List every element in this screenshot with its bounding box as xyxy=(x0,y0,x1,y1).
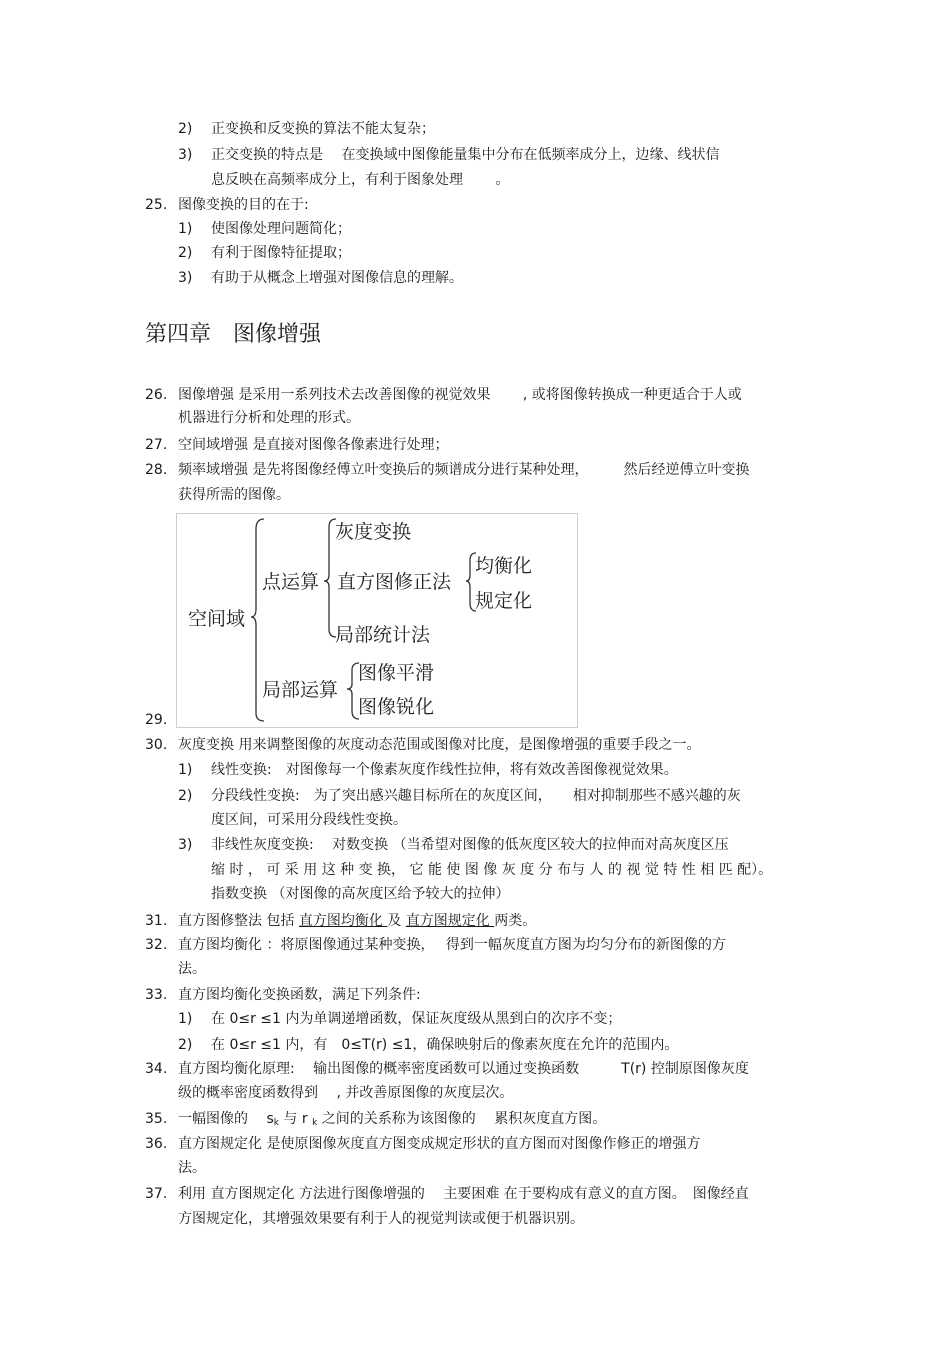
item-text: 灰度变换 用来调整图像的灰度动态范围或图像对比度，是图像增强的重要手段之一。 xyxy=(178,737,701,753)
item-text xyxy=(178,1109,606,1133)
item-number: 34. xyxy=(145,1061,168,1077)
node-specification: 规定化 xyxy=(475,590,533,612)
item-text-cont: 方图规定化，其增强效果要有利于人的视觉判读或便于机器识别。 xyxy=(178,1211,584,1227)
item-text: 频率域增强 是先将图像经傅立叶变换后的频谱成分进行某种处理， 然后经逆傅立叶变换 xyxy=(178,462,750,478)
list-text: 正交变换的特点是 在变换域中图像能量集中分布在低频率成分上，边缘、线状信 xyxy=(211,147,720,163)
item-text: 直方图规定化 是使原图像灰度直方图变成规定形状的直方图而对图像作修正的增强方 xyxy=(178,1136,701,1152)
list-text: 在 0≤r ≤1 内，有 0≤T(r) ≤1，确保映射后的像素灰度在允许的范围内。 xyxy=(211,1037,679,1053)
list-number: 3) xyxy=(178,270,193,286)
list-number: 3) xyxy=(178,147,193,163)
item-number: 35. xyxy=(145,1111,168,1127)
item-text: 空间域增强 是直接对图像各像素进行处理； xyxy=(178,437,449,453)
list-text: 正变换和反变换的算法不能太复杂； xyxy=(211,121,435,137)
item-text: 直方图均衡化 ：将原图像通过某种变换， 得到一幅灰度直方图为均匀分布的新图像的方 xyxy=(178,937,726,953)
node-smoothing: 图像平滑 xyxy=(358,662,435,684)
item-number: 30. xyxy=(145,737,168,753)
text-segment: 一幅图像的 s xyxy=(178,1111,274,1127)
list-text: 线性变换: 对图像每一个像素灰度作线性拉伸，将有效改善图像视觉效果。 xyxy=(211,762,678,778)
item-text-cont: 获得所需的图像。 xyxy=(178,487,290,503)
item-text: 图像变换的目的在于: xyxy=(178,197,309,213)
node-gray-transform: 灰度变换 xyxy=(335,521,412,543)
list-number: 3) xyxy=(178,837,193,853)
text-segment: 直方图修整法 包括 xyxy=(178,913,299,929)
list-number: 2) xyxy=(178,121,193,137)
list-number: 2) xyxy=(178,1037,193,1053)
item-number: 31. xyxy=(145,913,168,929)
list-text: 在 0≤r ≤1 内为单调递增函数，保证灰度级从黑到白的次序不变； xyxy=(211,1011,622,1027)
item-number: 36. xyxy=(145,1136,168,1152)
item-text: 图像增强 是采用一系列技术去改善图像的视觉效果 , 或将图像转换成一种更适合于人或 xyxy=(178,387,742,403)
item-text: 直方图均衡化变换函数，满足下列条件: xyxy=(178,987,421,1003)
list-number: 2) xyxy=(178,245,193,261)
chapter-heading: 第四章 图像增强 xyxy=(145,322,322,347)
node-local-op: 局部运算 xyxy=(262,679,339,701)
subscript: k xyxy=(273,1118,279,1128)
list-text-cont: 度区间，可采用分段线性变换。 xyxy=(211,812,407,828)
item-number: 33. xyxy=(145,987,168,1003)
text-segment: 及 xyxy=(387,913,406,929)
list-number: 1) xyxy=(178,762,193,778)
list-number: 1) xyxy=(178,221,193,237)
item-text: 直方图均衡化原理: 输出图像的概率密度函数可以通过变换函数 T(r) 控制原图像灰度 xyxy=(178,1061,749,1077)
list-text-cont: 缩 时 ， 可 采 用 这 种 变 换， 它 能 使 图 像 灰 度 分 布与 人 的 视 觉 特 性 相 匹 配）。 xyxy=(211,862,773,878)
list-text: 有助于从概念上增强对图像信息的理解。 xyxy=(211,270,463,286)
item-text: 利用 直方图规定化 方法进行图像增强的 主要困难 在于要构成有意义的直方图。 图像经直 xyxy=(178,1186,749,1202)
item-text xyxy=(178,911,536,931)
item-number: 26. xyxy=(145,387,168,403)
item-text-cont: 法。 xyxy=(178,1160,206,1176)
list-text: 分段线性变换: 为了突出感兴趣目标所在的灰度区间， 相对抑制那些不感兴趣的灰 xyxy=(211,788,741,804)
node-point-op: 点运算 xyxy=(262,571,320,593)
list-text-cont: 息反映在高频率成分上，有利于图象处理 。 xyxy=(211,172,510,188)
node-equalization: 均衡化 xyxy=(475,555,533,577)
subscript: k xyxy=(312,1118,318,1128)
node-histogram-correction: 直方图修正法 xyxy=(337,571,452,593)
item-text-cont: 机器进行分析和处理的形式。 xyxy=(178,410,360,426)
item-number: 29. xyxy=(145,712,168,728)
item-number: 27. xyxy=(145,437,168,453)
node-root: 空间域 xyxy=(188,608,246,630)
text-segment: 两类。 xyxy=(494,913,537,929)
item-number: 28. xyxy=(145,462,168,478)
list-number: 1) xyxy=(178,1011,193,1027)
item-number: 25. xyxy=(145,197,168,213)
item-number: 37. xyxy=(145,1186,168,1202)
item-number: 32. xyxy=(145,937,168,953)
text-segment: 与 r xyxy=(278,1111,313,1127)
item-text-cont: 法。 xyxy=(178,961,206,977)
underlined-term: 直方图均衡化 xyxy=(298,913,388,929)
list-text-cont: 指数变换 （对图像的高灰度区给予较大的拉伸） xyxy=(211,886,510,902)
spatial-domain-tree-diagram xyxy=(176,513,578,728)
node-local-statistics: 局部统计法 xyxy=(335,624,431,646)
node-sharpening: 图像锐化 xyxy=(358,696,435,718)
list-text: 非线性灰度变换: 对数变换 （当希望对图像的低灰度区较大的拉伸而对高灰度区压 xyxy=(211,837,729,853)
list-text: 使图像处理问题简化； xyxy=(211,221,351,237)
list-text: 有利于图像特征提取； xyxy=(211,245,351,261)
text-segment: 之间的关系称为该图像的 累积灰度直方图。 xyxy=(317,1111,607,1127)
item-text-cont: 级的概率密度函数得到 , 并改善原图像的灰度层次。 xyxy=(178,1085,514,1101)
underlined-term: 直方图规定化 xyxy=(405,913,495,929)
list-number: 2) xyxy=(178,788,193,804)
